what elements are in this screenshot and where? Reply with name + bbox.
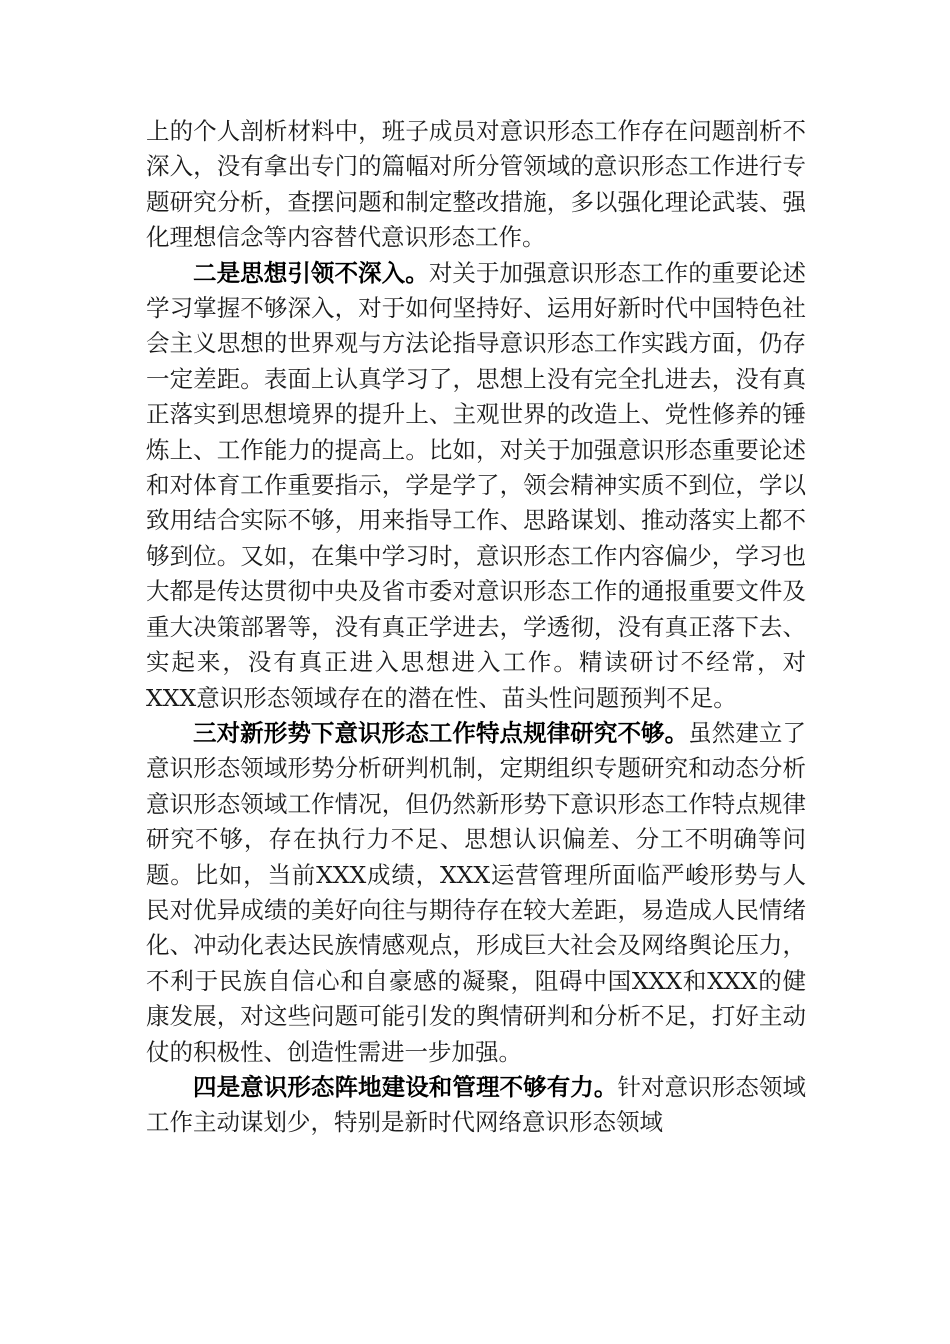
document-body (146, 114, 806, 1141)
paragraph-text: 虽然建立了意识形态领域形势分析研判机制，定期组织专题研究和动态分析意识形态领域工作情况，但仍然新形势下意识形态工作特点规律研究不够，存在执行力不足、思想认识偏差、分工不明确等问题。比如，当前XXX成绩，XXX运营管理所面临严峻形势与人民对优异成绩的美好向往与期待存在较大差距，易造成人民情绪化、冲动化表达民族情感观点，形成巨大社会及网络舆论压力，不利于民族自信心和自豪感的凝聚，阻碍中国XXX和XXX的健康发展，对这些问题可能引发的舆情研判和分析不足，打好主动仗的积极性、创造性需进一步加强。 (146, 718, 807, 1066)
paragraph-lead: 四是意识形态阵地建设和管理不够有力。 (193, 1072, 618, 1101)
paragraph-lead: 二是思想引领不深入。 (193, 258, 429, 287)
paragraph-text: 上的个人剖析材料中，班子成员对意识形态工作存在问题剖析不深入，没有拿出专门的篇幅对所分管领域的意识形态工作进行专题研究分析，查摆问题和制定整改措施，多以强化理论武装、强化理想信念等内容替代意识形态工作。 (146, 117, 806, 252)
paragraph-1 (146, 114, 806, 256)
paragraph-4 (146, 1070, 806, 1141)
paragraph-3 (146, 716, 806, 1070)
paragraph-text: 对关于加强意识形态工作的重要论述学习掌握不够深入，对于如何坚持好、运用好新时代中国特色社会主义思想的世界观与方法论指导意识形态工作实践方面，仍存一定差距。表面上认真学习了，思想上没有完全扎进去，没有真正落实到思想境界的提升上、主观世界的改造上、党性修养的锤炼上、工作能力的提高上。比如，对关于加强意识形态重要论述和对体育工作重要指示，学是学了，领会精神实质不到位，学以致用结合实际不够，用来指导工作、思路谋划、推动落实上都不够到位。又如，在集中学习时，意识形态工作内容偏少，学习也大都是传达贯彻中央及省市委对意识形态工作的通报重要文件及重大决策部署等，没有真正学进去，学透彻，没有真正落下去、实起来，没有真正进入思想进入工作。精读研讨不经常，对XXX意识形态领域存在的潜在性、苗头性问题预判不足。 (146, 258, 807, 712)
paragraph-lead: 三对新形势下意识形态工作特点规律研究不够。 (193, 718, 689, 747)
paragraph-2 (146, 256, 806, 716)
paragraph-text: 针对意识形态领域工作主动谋划少，特别是新时代网络意识形态领域 (146, 1072, 807, 1137)
